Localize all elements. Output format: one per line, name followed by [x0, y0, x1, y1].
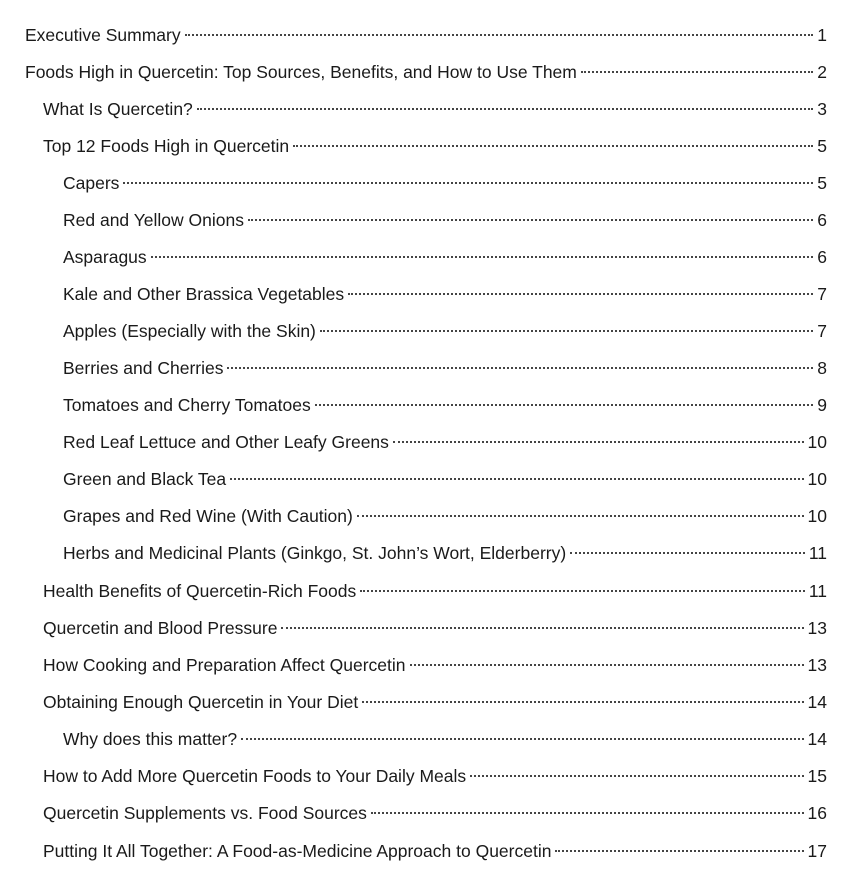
dot-leader	[360, 590, 805, 592]
toc-entry-page-number: 11	[808, 581, 827, 601]
toc-entry-page-number: 9	[817, 395, 827, 415]
toc-entry-red-and-yellow-onions[interactable]	[63, 207, 827, 233]
dot-leader	[362, 701, 803, 703]
toc-entry-title: Health Benefits of Quercetin-Rich Foods	[43, 581, 357, 601]
toc-entry-title: Putting It All Together: A Food-as-Medicine Approach to Quercetin	[43, 841, 552, 861]
toc-entry-title: Kale and Other Brassica Vegetables	[63, 284, 345, 304]
toc-entry-page-number: 5	[817, 173, 827, 193]
toc-entry-blood-pressure[interactable]	[43, 615, 827, 641]
toc-entry-title: Executive Summary	[25, 25, 181, 45]
toc-entry-foods-high-in-quercetin[interactable]	[25, 59, 827, 85]
toc-entry-top-12-foods[interactable]	[43, 133, 827, 159]
toc-entry-title: Capers	[63, 173, 120, 193]
dot-leader	[410, 664, 804, 666]
toc-entry-herbs-and-medicinal-plants[interactable]	[63, 540, 827, 566]
toc-entry-page-number: 17	[807, 841, 827, 861]
toc-entry-page-number: 15	[807, 766, 827, 786]
toc-entry-page-number: 8	[817, 358, 827, 378]
toc-entry-title: Asparagus	[63, 247, 147, 267]
dot-leader	[315, 404, 814, 406]
toc-entry-executive-summary[interactable]	[25, 22, 827, 48]
toc-entry-title: Apples (Especially with the Skin)	[63, 321, 316, 341]
toc-entry-page-number: 3	[817, 99, 827, 119]
toc-entry-asparagus[interactable]	[63, 244, 827, 270]
toc-entry-title: Herbs and Medicinal Plants (Ginkgo, St. John’s Wort, Elderberry)	[63, 543, 567, 563]
toc-entry-title: How to Add More Quercetin Foods to Your Daily Meals	[43, 766, 467, 786]
dot-leader	[248, 219, 813, 221]
dot-leader	[393, 441, 804, 443]
dot-leader	[241, 738, 803, 740]
toc-entry-page-number: 11	[808, 543, 827, 563]
toc-entry-red-leaf-lettuce[interactable]	[63, 429, 827, 455]
toc-entry-title: Grapes and Red Wine (With Caution)	[63, 506, 353, 526]
toc-entry-title: Foods High in Quercetin: Top Sources, Benefits, and How to Use Them	[25, 62, 577, 82]
toc-entry-page-number: 7	[817, 284, 827, 304]
toc-entry-title: Obtaining Enough Quercetin in Your Diet	[43, 692, 359, 712]
toc-entry-title: Red Leaf Lettuce and Other Leafy Greens	[63, 432, 389, 452]
toc-entry-title: Red and Yellow Onions	[63, 210, 244, 230]
dot-leader	[293, 145, 813, 147]
toc-entry-title: What Is Quercetin?	[43, 99, 193, 119]
dot-leader	[470, 775, 803, 777]
toc-entry-page-number: 5	[817, 136, 827, 156]
dot-leader	[151, 256, 814, 258]
dot-leader	[581, 71, 813, 73]
toc-entry-page-number: 7	[817, 321, 827, 341]
toc-entry-kale-brassica[interactable]	[63, 281, 827, 307]
dot-leader	[348, 293, 813, 295]
toc-entry-health-benefits[interactable]	[43, 578, 827, 604]
toc-entry-grapes-and-red-wine[interactable]	[63, 503, 827, 529]
toc-entry-page-number: 6	[817, 210, 827, 230]
toc-entry-page-number: 10	[807, 506, 827, 526]
toc-entry-page-number: 14	[807, 692, 827, 712]
toc-entry-what-is-quercetin[interactable]	[43, 96, 827, 122]
dot-leader	[281, 627, 803, 629]
toc-entry-title: Green and Black Tea	[63, 469, 227, 489]
dot-leader	[227, 367, 813, 369]
toc-entry-cooking-and-preparation[interactable]	[43, 652, 827, 678]
toc-entry-why-does-this-matter[interactable]	[63, 726, 827, 752]
toc-entry-page-number: 1	[817, 25, 827, 45]
toc-entry-title: How Cooking and Preparation Affect Quercetin	[43, 655, 406, 675]
dot-leader	[185, 34, 814, 36]
toc-entry-tomatoes[interactable]	[63, 392, 827, 418]
toc-entry-page-number: 14	[807, 729, 827, 749]
toc-entry-title: Quercetin Supplements vs. Food Sources	[43, 803, 367, 823]
dot-leader	[197, 108, 813, 110]
toc-entry-page-number: 10	[807, 469, 827, 489]
toc-entry-page-number: 10	[807, 432, 827, 452]
dot-leader	[371, 812, 804, 814]
toc-entry-page-number: 2	[817, 62, 827, 82]
dot-leader	[320, 330, 813, 332]
toc-entry-page-number: 13	[807, 655, 827, 675]
toc-entry-berries-and-cherries[interactable]	[63, 355, 827, 381]
toc-entry-apples[interactable]	[63, 318, 827, 344]
toc-entry-page-number: 16	[807, 803, 827, 823]
dot-leader	[230, 478, 803, 480]
toc-entry-title: Why does this matter?	[63, 729, 238, 749]
toc-entry-supplements-vs-food[interactable]	[43, 800, 827, 826]
dot-leader	[357, 515, 804, 517]
toc-entry-title: Top 12 Foods High in Quercetin	[43, 136, 290, 156]
toc-entry-green-and-black-tea[interactable]	[63, 466, 827, 492]
toc-entry-page-number: 6	[817, 247, 827, 267]
toc-entry-title: Berries and Cherries	[63, 358, 224, 378]
toc-entry-obtaining-enough-quercetin[interactable]	[43, 689, 827, 715]
toc-entry-title: Quercetin and Blood Pressure	[43, 618, 278, 638]
toc-entry-page-number: 13	[807, 618, 827, 638]
toc-entry-title: Tomatoes and Cherry Tomatoes	[63, 395, 311, 415]
toc-entry-putting-it-all-together[interactable]	[43, 838, 827, 864]
dot-leader	[123, 182, 813, 184]
dot-leader	[570, 552, 805, 554]
toc-entry-daily-meals[interactable]	[43, 763, 827, 789]
toc-entry-capers[interactable]	[63, 170, 827, 196]
dot-leader	[555, 850, 803, 852]
